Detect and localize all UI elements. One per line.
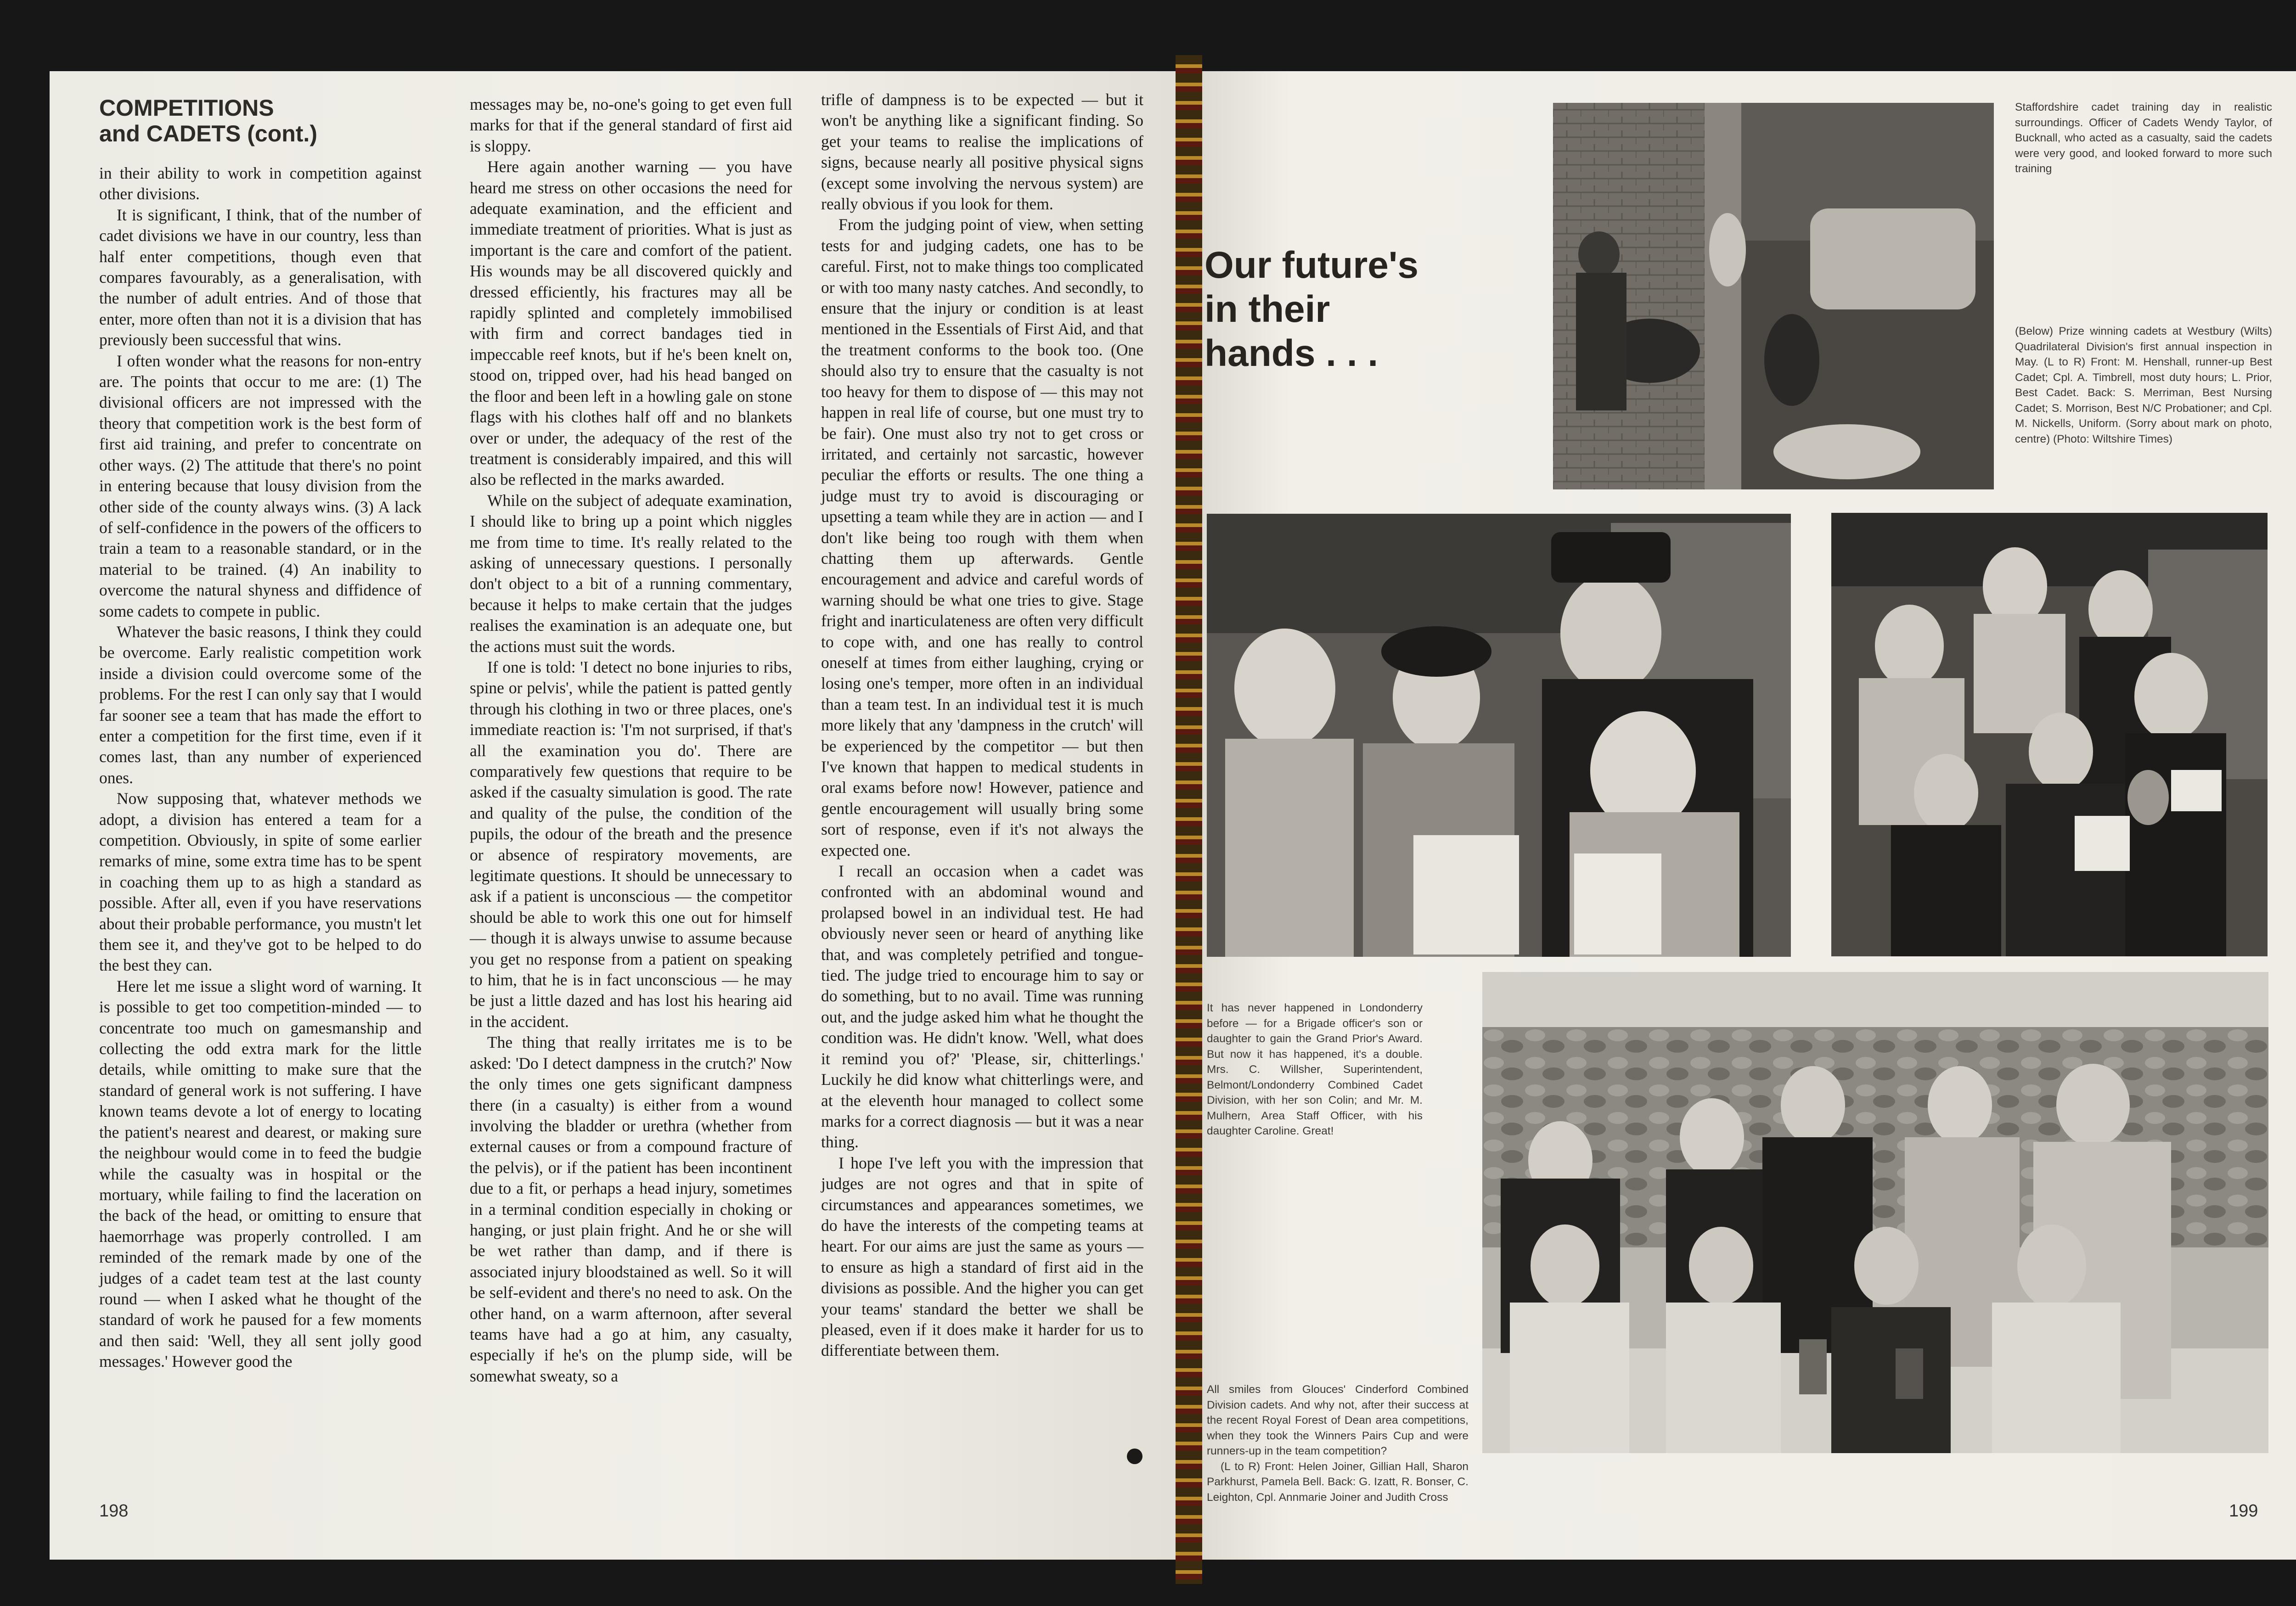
title-line-1: Our future's <box>1204 244 1418 286</box>
paragraph: Whatever the basic reasons, I think they could be overcome. Early realistic competition work inside a division could overcome some of the problems. For the rest I can only say that I would far sooner see a team that has made the effort to enter a competition for the first time, even if it comes last, than any number of experienced ones. <box>99 622 422 787</box>
photo-training-day <box>1553 103 1994 489</box>
paragraph: From the judging point of view, when setting tests for and judging cadets, one has to be careful. First, not to make things too complicated or with too many nasty catches. And secondly, to ensure that the injury or condition is at least mentioned in the Essentials of First Aid, and that the treatment conforms to the book too. (One should also try to ensure that the casualty is not too heavy for them to dispose of — this may not happen in real life of course, but one must try to be fair). One must also try not to get cross or irritated, and certainly not sarcastic, however peculiar the efforts or results. The one thing a judge must try to avoid is discouraging or upsetting a team while they are in action — and I don't like being too rough with them when chatting them up afterwards. Gentle encouragement and advice and careful words of warning should be what one tries to give. Stage fright and inarticulateness are often very difficult to cope with, and one has really to control oneself at times from either laughing, crying or losing one's temper, more often in an individual than a team test. In an individual test it is much more likely that any 'dampness in the crutch' will be experienced by the competitor — but then I've known that happen to medical students in oral exams before now! However, patience and gentle encouragement will usually bring some sort of response, even if it's not always the expected one. <box>821 215 1143 859</box>
page-number-left: 198 <box>99 1501 129 1521</box>
photo-cinderford <box>1482 972 2268 1453</box>
caption-cinderford-names: (L to R) Front: Helen Joiner, Gillian Hall, Sharon Parkhurst, Pamela Bell. Back: G. Izatt, R. Bonser, C. Leighton, Cpl. Annmarie Joiner and Judith Cross <box>1207 1460 1469 1504</box>
article-column-1 <box>99 163 422 1372</box>
paragraph: I often wonder what the reasons for non-entry are. The points that occur to me are: (1) The divisional officers are not impressed with the theory that competition work is the best form of first aid training, and prefer to concentrate on other ways. (2) The attitude that there's no point in entering because that lousy division from the other side of the county always wins. (3) A lack of self-confidence in the powers of the officers to train a team to a reasonable standard, or in the material to be trained. (4) An inability to overcome the natural shyness and diffidence of some cadets to compete in public. <box>99 351 422 620</box>
left-page <box>50 71 1176 1560</box>
heading-line-2: and CADETS (cont.) <box>99 121 317 146</box>
caption-westbury: (Below) Prize winning cadets at Westbury (Wilts) Quadrilateral Division's first annual inspection in May. (L to R) Front: M. Henshall, runner-up Best Cadet; Cpl. A. Timbrell, most duty hours; L. Prior, Best Cadet. Back: S. Merriman, Best Nursing Cadet; S. Morrison, Best N/C Probationer; and Cpl. M. Nickells, Uniform. (Sorry about mark on photo, centre) (Photo: Wiltshire Times) <box>2015 325 2272 445</box>
photo-westbury <box>1831 513 2268 956</box>
paragraph: trifle of dampness is to be expected — but it won't be anything like a significant finding. So get your teams to realise the implications of signs, because nearly all positive physical signs (except some involving the nervous system) are really obvious if you look for them. <box>821 90 1143 213</box>
heading-line-1: COMPETITIONS <box>99 95 274 121</box>
page-number-right: 199 <box>2229 1501 2258 1521</box>
caption-londonderry: It has never happened in Londonderry before — for a Brigade officer's son or daughter to gain the Grand Prior's Award. But now it has happened, it's a double. Mrs. C. Willsher, Superintendent, Belmont/Londonderry Combined Cadet Division, with her son Colin; and Mr. M. Mulhern, Area Staff Officer, with his daughter Caroline. Great! <box>1207 1002 1423 1137</box>
title-line-2: in their <box>1204 288 1330 330</box>
paragraph: I recall an occasion when a cadet was confronted with an abdominal wound and prolapsed bowel in an individual test. He had obviously never seen or heard of anything like that, and was completely petrified and tongue-tied. The judge tried to encourage him to say or do something, but to no avail. Time was running out, and the judge asked him what he thought the condition was. He didn't know. 'Well, what does it remind you of?' 'Please, sir, chitterlings.' Luckily he did know what chitterlings were, and at the eleventh hour managed to collect some marks for a correct diagnosis — but it was a near thing. <box>821 862 1143 1151</box>
paragraph: Now supposing that, whatever methods we adopt, a division has entered a team for a competition. Obviously, in spite of some earlier remarks of mine, some extra time has to be spent in coaching them up to as high a standard as possible. After all, even if you have reservations about their probable performance, you mustn't let them see it, and they've got to be helped to do the best they can. <box>99 789 422 975</box>
article-heading <box>99 95 317 146</box>
caption-training-day: Staffordshire cadet training day in realistic surroundings. Officer of Cadets Wendy Taylor, of Bucknall, who acted as a casualty, said the cadets were very good, and looked forward to more such training <box>2015 101 2272 175</box>
paragraph: I hope I've left you with the impression that judges are not ogres and that in spite of circumstances and appearances sometimes, we do have the interests of the competing teams at heart. For our aims are just the same as yours — to ensure as high a standard of first aid in the divisions as possible. And the higher you can get your teams' standard the better we shall be pleased, even if it does make it harder for us to differentiate between them. <box>821 1153 1143 1360</box>
caption-cinderford <box>1207 1382 1469 1505</box>
paragraph: messages may be, no-one's going to get even full marks for that if the general standard of first aid is sloppy. <box>470 95 792 155</box>
title-line-3: hands . . . <box>1204 332 1379 374</box>
right-page <box>1202 71 2296 1560</box>
caption-cinderford-text: All smiles from Glouces' Cinderford Combined Division cadets. And why not, after their success at the recent Royal Forest of Dean area competitions, when they took the Winners Pairs Cup and were runners-up in the team competition? <box>1207 1383 1469 1457</box>
paragraph: in their ability to work in competition against other divisions. <box>99 164 422 203</box>
paragraph: Here let me issue a slight word of warning. It is possible to get too competition-minded — to concentrate too much on gamesmanship and collecting the odd extra mark for the little details, while omitting to make sure that the standard of general work is not suffering. I have known teams devote a lot of energy to locating the patient's nearest and dearest, or making sure the neighbour would come in to feed the budgie while the casualty was in hospital or the mortuary, while failing to find the laceration on the back of the head, or omitting to ensure that haemorrhage was properly controlled. I am reminded of the remark made by one of the judges of a cadet team test at the last county round — when I asked what he thought of the standard of work he paused for a few moments and then said: 'Well, they all sent jolly good messages.' However good the <box>99 977 422 1371</box>
magazine-spine <box>1176 55 1202 1584</box>
paragraph: If one is told: 'I detect no bone injuries to ribs, spine or pelvis', while the patient is patted gently through his clothing in two or three places, one's immediate reaction is: 'I'm not surprised, if that's all the examination you do'. There are comparatively few questions that require to be asked if the casualty simulation is good. The rate and quality of the pulse, the condition of the pupils, the odour of the breath and the presence or absence of respiratory movements, are legitimate questions. It should be unnecessary to ask if a patient is unconscious — the competitor should be able to work this one out for himself — though it is always unwise to assume because you get no response from a patient on speaking to him, that he is in fact unconscious — he may be just a little dazed and has lost his hearing aid in the accident. <box>470 657 792 1031</box>
article-column-3 <box>821 90 1143 1361</box>
photo-londonderry <box>1207 514 1791 957</box>
paragraph: Here again another warning — you have heard me stress on other occasions the need for adequate examination, and the efficient and immediate treatment of priorities. What is just as important is the care and comfort of the patient. His wounds may be all discovered quickly and dressed efficiently, his fractures may all be rapidly splinted and completely immobilised with firm and correct bandages tied in impeccable reef knots, but if he's been knelt on, stood on, tripped over, had his head banged on the floor and been left in a howling gale on stone flags with his clothes half off and no blankets over or under, the adequacy of the rest of the treatment is considerably impaired, and this will also be reflected in the marks awarded. <box>470 157 792 489</box>
paragraph: It is significant, I think, that of the number of cadet divisions we have in our country, less than half enter competitions, though even that compares favourably, as a generalisation, with the number of adult entries. And of those that enter, more often than not it is a division that has previously been successful that wins. <box>99 205 422 349</box>
paragraph: While on the subject of adequate examination, I should like to bring up a point which niggles me from time to time. It's really related to the asking of unnecessary questions. I personally don't object to a bit of a running commentary, because it helps to make certain that the judges realises the examination is an adequate one, but the actions must suit the words. <box>470 491 792 656</box>
paragraph: The thing that really irritates me is to be asked: 'Do I detect dampness in the crutch?' Now the only times one gets significant dampness there (in a casualty) is either from a wound involving the bladder or urethra (whether from external causes or from a compound fracture of the pelvis), or if the patient has been incontinent due to a fit, or perhaps a head injury, sometimes in a terminal condition especially in choking or hanging, or just plain fright. And he or she will be wet rather than damp, and if there is associated injury bloodstained as well. So it will be self-evident and there's no need to ask. On the other hand, on a warm afternoon, after several teams have had a go at him, any casualty, especially if he's on the plump side, will be somewhat sweaty, so a <box>470 1033 792 1385</box>
article-column-2 <box>470 94 792 1387</box>
end-of-article-bullet <box>1127 1449 1142 1464</box>
feature-title <box>1204 243 1418 376</box>
